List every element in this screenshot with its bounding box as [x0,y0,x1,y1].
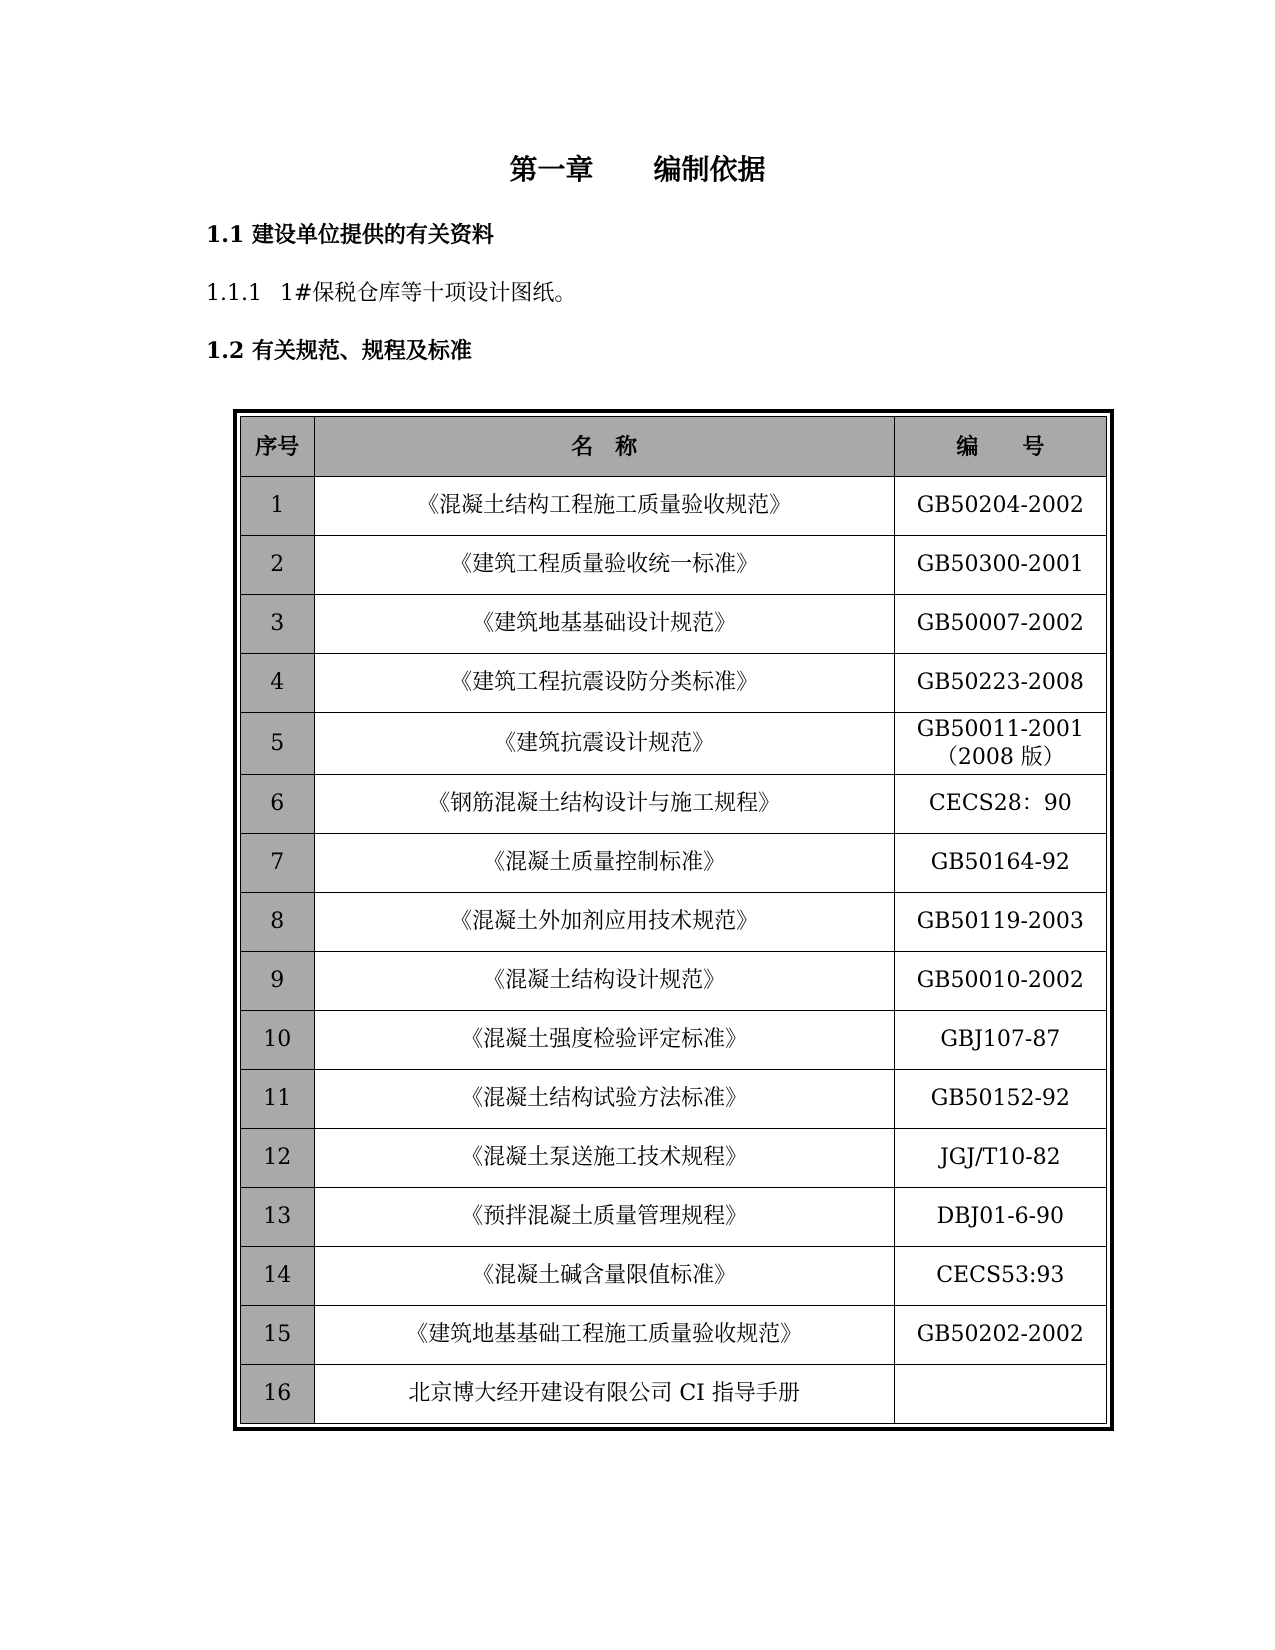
table-header-row [241,417,1107,477]
row-index: 2 [241,536,315,595]
row-code-line2: （2008 版） [935,744,1065,770]
row-code-line1: GB50011-2001 [916,716,1084,742]
chapter-number: 第一章 [509,153,594,186]
table-row [241,952,1107,1011]
paragraph-number: 1.1.1 [206,281,262,306]
row-code: GB50152-92 [894,1070,1106,1129]
row-code: CECS28：90 [894,775,1106,834]
row-name: 《混凝土强度检验评定标准》 [314,1011,894,1070]
table-row [241,1011,1107,1070]
row-name: 《混凝土结构试验方法标准》 [314,1070,894,1129]
table-row [241,893,1107,952]
row-code: GB50119-2003 [894,893,1106,952]
paragraph-text: 1#保税仓库等十项设计图纸。 [280,281,577,306]
row-code: GB50164-92 [894,834,1106,893]
row-name: 《建筑地基基础设计规范》 [314,595,894,654]
row-code: DBJ01-6-90 [894,1188,1106,1247]
row-name: 《混凝土结构设计规范》 [314,952,894,1011]
chapter-name: 编制依据 [653,153,766,186]
table-row [241,1247,1107,1306]
row-index: 8 [241,893,315,952]
row-index: 7 [241,834,315,893]
row-index: 3 [241,595,315,654]
row-code: CECS53:93 [894,1247,1106,1306]
header-code: 编 号 [894,417,1106,477]
row-index: 14 [241,1247,315,1306]
row-name: 《建筑地基基础工程施工质量验收规范》 [314,1306,894,1365]
row-code: GB50300-2001 [894,536,1106,595]
row-index: 13 [241,1188,315,1247]
row-index: 1 [241,477,315,536]
row-code: GB50007-2002 [894,595,1106,654]
row-code: GB50223-2008 [894,654,1106,713]
table-row [241,595,1107,654]
row-code: GB50204-2002 [894,477,1106,536]
section-heading-1-2: 1.2 有关规范、规程及标准 [206,338,472,364]
table-row [241,1070,1107,1129]
row-name: 《建筑工程抗震设防分类标准》 [314,654,894,713]
table-row [241,1365,1107,1424]
row-code: GBJ107-87 [894,1011,1106,1070]
row-name: 《混凝土碱含量限值标准》 [314,1247,894,1306]
row-name: 北京博大经开建设有限公司 CI 指导手册 [314,1365,894,1424]
row-name: 《建筑工程质量验收统一标准》 [314,536,894,595]
table-row [241,775,1107,834]
table-row [241,654,1107,713]
row-index: 12 [241,1129,315,1188]
table-row [241,713,1107,775]
row-index: 11 [241,1070,315,1129]
row-name: 《建筑抗震设计规范》 [314,713,894,775]
row-code: GB50010-2002 [894,952,1106,1011]
row-index: 6 [241,775,315,834]
table-row [241,1306,1107,1365]
row-index: 5 [241,713,315,775]
row-code [894,713,1106,775]
row-index: 4 [241,654,315,713]
table-row [241,1129,1107,1188]
header-index: 序号 [241,417,315,477]
row-name: 《预拌混凝土质量管理规程》 [314,1188,894,1247]
table-row [241,536,1107,595]
row-code: JGJ/T10-82 [894,1129,1106,1188]
row-code: GB50202-2002 [894,1306,1106,1365]
row-index: 16 [241,1365,315,1424]
paragraph-1-1-1 [206,279,576,309]
table-row [241,834,1107,893]
row-name: 《混凝土质量控制标准》 [314,834,894,893]
row-index: 9 [241,952,315,1011]
table-row [241,1188,1107,1247]
row-name: 《混凝土结构工程施工质量验收规范》 [314,477,894,536]
section-heading-1-1: 1.1 建设单位提供的有关资料 [206,222,494,248]
row-code [894,1365,1106,1424]
row-name: 《钢筋混凝土结构设计与施工规程》 [314,775,894,834]
standards-table [240,416,1107,1424]
row-index: 15 [241,1306,315,1365]
standards-table-frame [233,409,1114,1431]
row-index: 10 [241,1011,315,1070]
chapter-title [0,152,1275,188]
row-name: 《混凝土泵送施工技术规程》 [314,1129,894,1188]
row-name: 《混凝土外加剂应用技术规范》 [314,893,894,952]
header-name: 名 称 [314,417,894,477]
table-row [241,477,1107,536]
